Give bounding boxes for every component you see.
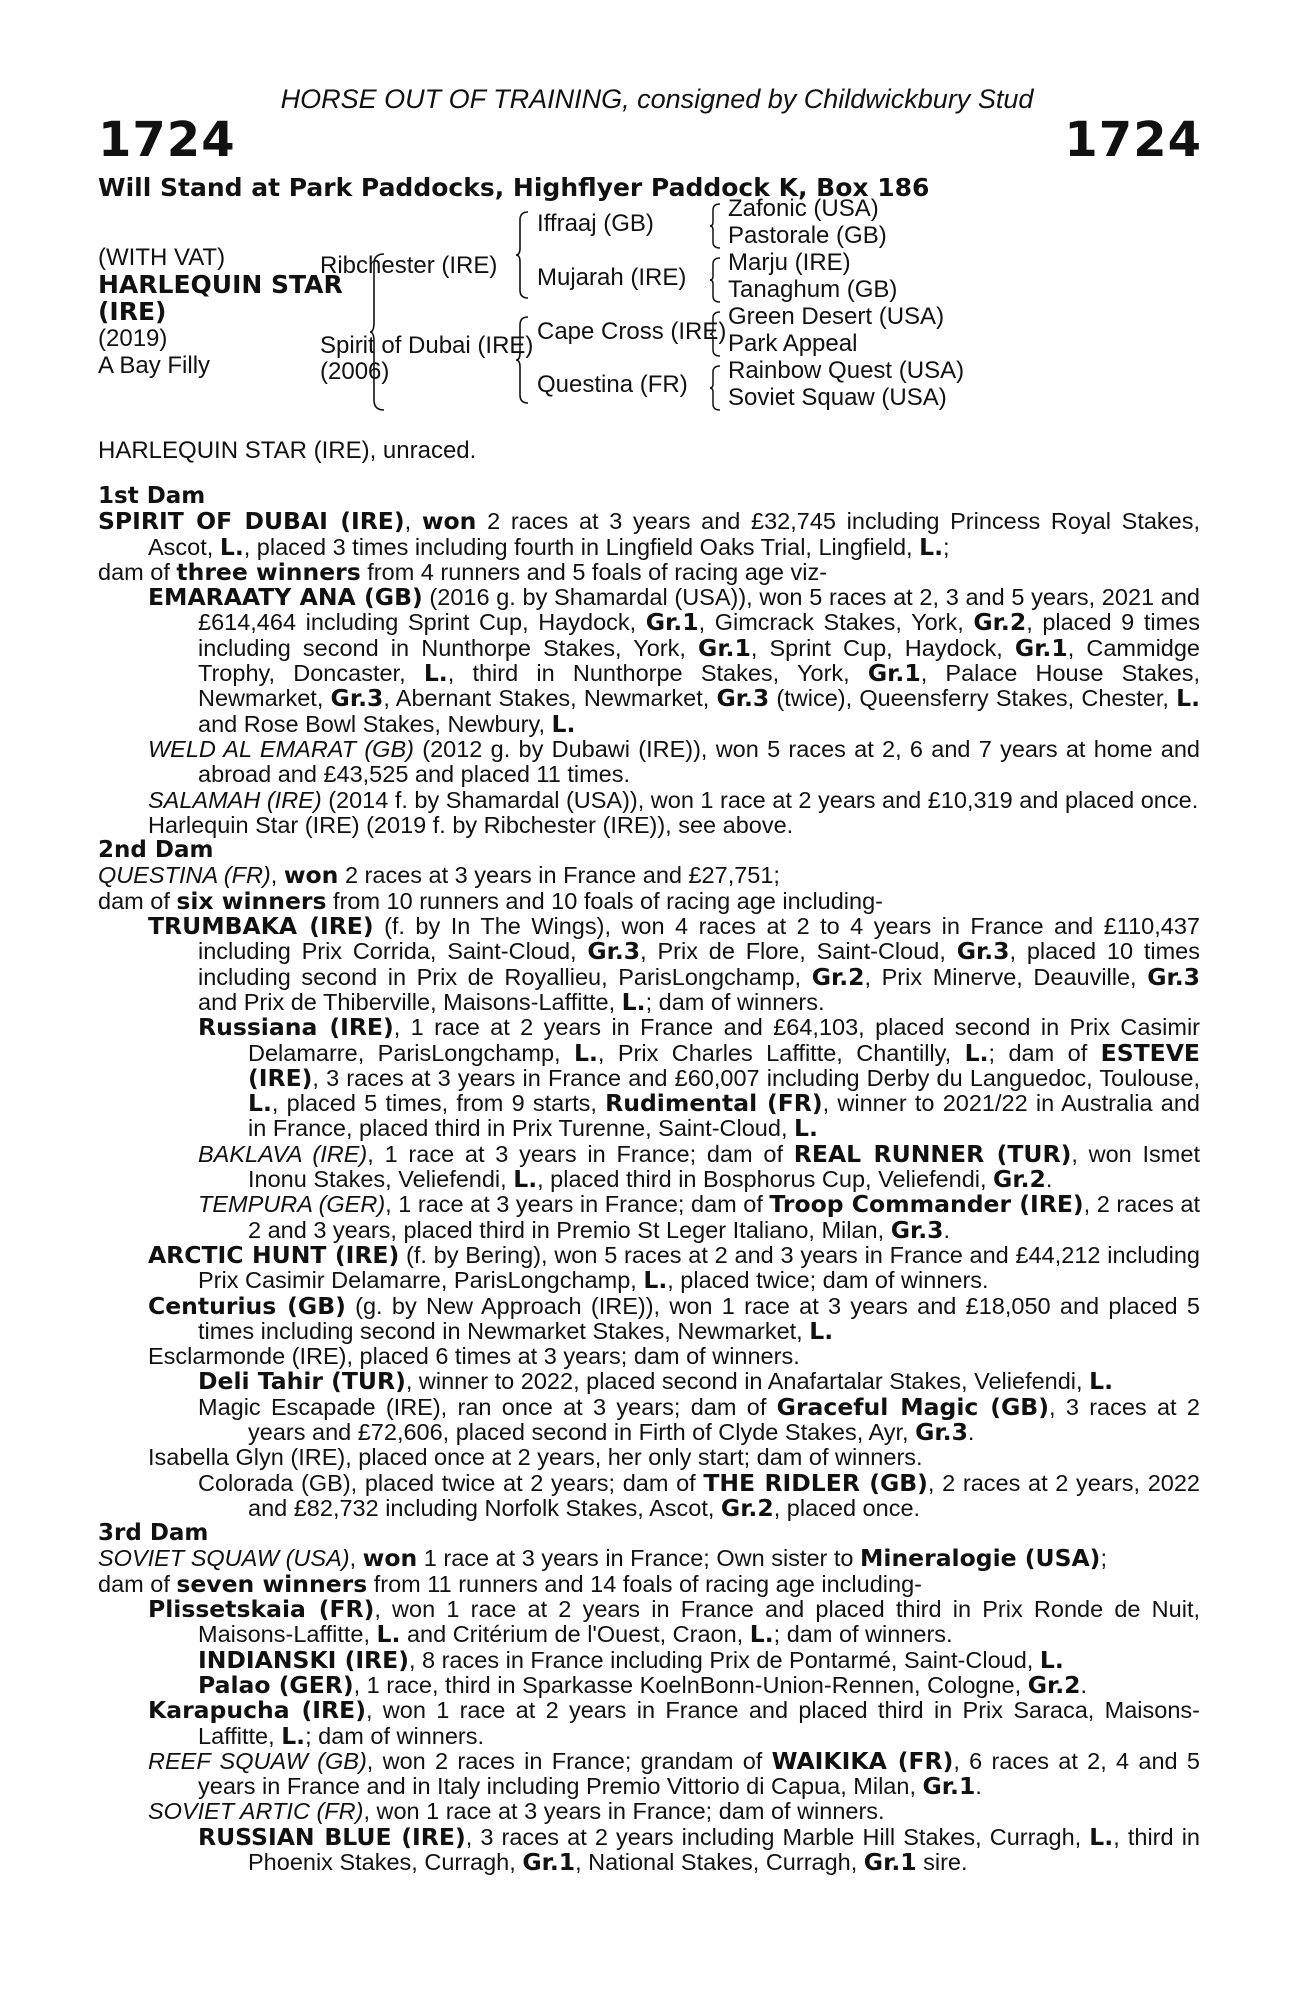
bold-text: Gr.3 bbox=[330, 684, 384, 713]
vat-label: (WITH VAT) bbox=[98, 244, 226, 271]
italic-text: SALAMAH (IRE) bbox=[148, 786, 322, 813]
pedigree-table bbox=[98, 195, 1218, 422]
text-run: , third in Nunthorpe Stakes, York, bbox=[447, 660, 868, 687]
second-dam-produce-summary bbox=[98, 886, 1200, 915]
bold-text: won bbox=[421, 507, 477, 536]
produce-entry bbox=[198, 1192, 1200, 1243]
text-run: Colorada (GB), placed twice at 2 years; dam of bbox=[198, 1469, 704, 1496]
third-dam-heading: 3rd Dam bbox=[98, 1520, 209, 1547]
text-run: ; dam of winners. bbox=[305, 1722, 485, 1749]
dam-sire: Cape Cross (IRE) bbox=[537, 318, 727, 345]
bold-text: L. bbox=[551, 709, 576, 738]
produce-entry bbox=[148, 1597, 1200, 1648]
text-run: (g. by New Approach (IRE)), won 1 race at 3 years and £18,050 and placed 5 times including second in Newmarket Stakes, Newmarket, bbox=[198, 1292, 1200, 1344]
text-run: , won 1 race at 2 years in France and placed third in Prix Ronde de Nuit, Maisons-Laffitte, bbox=[198, 1596, 1200, 1648]
text-run: ; dam of bbox=[988, 1039, 1101, 1066]
italic-text: REEF SQUAW (GB) bbox=[148, 1747, 367, 1774]
bold-text: L. bbox=[919, 532, 943, 561]
bold-text: Gr.2 bbox=[811, 962, 865, 991]
bold-text: Rudimental (FR) bbox=[605, 1089, 823, 1118]
bold-text: won bbox=[283, 861, 339, 890]
text-run: , placed 10 times including second in Prix de Royallieu, ParisLongchamp, bbox=[198, 938, 1200, 990]
text-run: , winner to 2021/22 in Australia and in France, placed third in Prix Turenne, Saint-Cloud, bbox=[248, 1090, 1200, 1142]
text-run: , 1 race, third in Sparkasse KoelnBonn-Union-Rennen, Cologne, bbox=[353, 1671, 1028, 1698]
bold-text: ESTEVE (IRE) bbox=[248, 1038, 1200, 1092]
text-run: sire. bbox=[916, 1849, 968, 1876]
dam-name: Spirit of Dubai (IRE) bbox=[320, 332, 534, 359]
bold-text: REAL RUNNER (TUR) bbox=[793, 1139, 1072, 1168]
produce-entry bbox=[198, 1369, 1200, 1394]
sire-sire-dam: Pastorale (GB) bbox=[728, 222, 887, 249]
text-run: and Rose Bowl Stakes, Newbury, bbox=[198, 710, 552, 737]
dam-dam-sire: Rainbow Quest (USA) bbox=[728, 357, 965, 384]
produce-entry bbox=[198, 1822, 1200, 1877]
bold-text: Karapucha (IRE) bbox=[148, 1696, 366, 1725]
bold-text: EMARAATY ANA (GB) bbox=[148, 583, 423, 612]
text-run: , 1 race at 2 years in France and £64,103, placed second in Prix Casimir Delamarre, ParisLongchamp, bbox=[248, 1014, 1201, 1066]
bold-text: INDIANSKI (IRE) bbox=[198, 1645, 409, 1674]
bold-text: Troop Commander (IRE) bbox=[769, 1190, 1084, 1219]
produce-entry bbox=[198, 1670, 1200, 1699]
produce-entry bbox=[148, 1445, 1200, 1470]
produce-entry bbox=[148, 737, 1200, 788]
text-run: , 1 race at 3 years in France; dam of bbox=[367, 1140, 794, 1167]
pedigree-brace bbox=[516, 210, 530, 300]
text-run: and Critérium de l'Ouest, Craon, bbox=[400, 1621, 750, 1648]
text-run: . bbox=[1080, 1671, 1088, 1698]
bold-text: Gr.3 bbox=[587, 937, 641, 966]
text-run: , bbox=[349, 1545, 363, 1572]
text-run: ; bbox=[1100, 1545, 1107, 1572]
text-run: , Abernant Stakes, Newmarket, bbox=[383, 685, 717, 712]
bold-text: three winners bbox=[176, 557, 361, 586]
italic-text: BAKLAVA (IRE) bbox=[198, 1140, 368, 1167]
bold-text: Gr.3 bbox=[890, 1215, 944, 1244]
text-run: , 6 races at 2, 4 and 5 years in France and in Italy including Premio Vittorio di Capua, Milan, bbox=[198, 1747, 1200, 1800]
text-run: , placed once. bbox=[773, 1494, 921, 1521]
text-run: Isabella Glyn (IRE), placed once at 2 years, her only start; dam of winners. bbox=[148, 1444, 923, 1471]
bold-text: Gr.2 bbox=[973, 608, 1027, 637]
pedigree-brace bbox=[710, 310, 722, 358]
produce-entry bbox=[198, 1392, 1200, 1446]
bold-text: L. bbox=[809, 1316, 834, 1345]
text-run: , placed twice; dam of winners. bbox=[667, 1267, 989, 1294]
text-run: . bbox=[943, 1216, 951, 1243]
third-dam-intro bbox=[98, 1546, 1200, 1571]
bold-text: WAIKIKA (FR) bbox=[771, 1746, 954, 1775]
bold-text: Centurius (GB) bbox=[148, 1291, 346, 1320]
text-run: from 4 runners and 5 foals of racing age viz- bbox=[360, 558, 828, 585]
bold-text: L. bbox=[513, 1165, 538, 1194]
bold-text: L. bbox=[423, 659, 448, 688]
second-dam-produce-list bbox=[98, 914, 1200, 1521]
text-run: dam of bbox=[98, 558, 177, 585]
text-run: from 10 runners and 10 foals of racing age including- bbox=[326, 887, 883, 914]
bold-text: Gr.3 bbox=[956, 937, 1010, 966]
pedigree-brace bbox=[710, 202, 722, 250]
bold-text: L. bbox=[1089, 1367, 1113, 1396]
produce-entry bbox=[148, 1746, 1200, 1801]
sire-dam: Mujarah (IRE) bbox=[537, 264, 687, 291]
text-run: (2016 g. by Shamardal (USA)), won 5 races at 2, 3 and 5 years, 2021 and £614,464 including Sprint Cup, Haydock, bbox=[198, 584, 1200, 636]
text-run: , won 2 races in France; grandam of bbox=[366, 1747, 772, 1774]
produce-entry bbox=[148, 1799, 1200, 1824]
pedigree-brace bbox=[710, 364, 722, 412]
stand-location: Will Stand at Park Paddocks, Highflyer Paddock K, Box 186 bbox=[98, 173, 930, 202]
bold-text: Gr.3 bbox=[915, 1417, 968, 1446]
bold-text: ARCTIC HUNT (IRE) bbox=[148, 1240, 400, 1269]
bold-text: Gr.2 bbox=[720, 1493, 774, 1522]
text-run: , National Stakes, Curragh, bbox=[575, 1849, 864, 1876]
produce-entry bbox=[148, 914, 1200, 1015]
text-run: , placed 3 times including fourth in Lingfield Oaks Trial, Lingfield, bbox=[243, 533, 920, 560]
bold-text: L. bbox=[1176, 684, 1200, 713]
text-run: Esclarmonde (IRE), placed 6 times at 3 years; dam of winners. bbox=[148, 1343, 800, 1370]
text-run: , third in Phoenix Stakes, Curragh, bbox=[248, 1823, 1200, 1876]
dam-dam-dam: Soviet Squaw (USA) bbox=[728, 384, 947, 411]
bold-text: Gr.2 bbox=[993, 1165, 1046, 1194]
bold-text: Gr.2 bbox=[1027, 1670, 1081, 1699]
italic-text: SOVIET SQUAW (USA) bbox=[98, 1545, 350, 1572]
bold-text: Gr.3 bbox=[1147, 962, 1200, 991]
text-run: ; dam of winners. bbox=[645, 988, 825, 1015]
italic-text: TEMPURA (GER) bbox=[198, 1191, 386, 1218]
bold-text: Plissetskaia (FR) bbox=[148, 1595, 375, 1624]
bold-text: Gr.1 bbox=[698, 633, 751, 662]
bold-text: L. bbox=[1089, 1822, 1114, 1851]
bold-text: L. bbox=[281, 1721, 306, 1750]
bold-text: L. bbox=[643, 1266, 668, 1295]
bold-text: L. bbox=[1039, 1645, 1064, 1674]
second-dam-intro bbox=[98, 863, 1200, 888]
produce-entry bbox=[198, 1139, 1200, 1194]
text-run: 2 races at 3 years and £32,745 including Princess Royal Stakes, Ascot, bbox=[148, 508, 1201, 560]
text-run: Magic Escapade (IRE), ran once at 3 years; dam of bbox=[198, 1393, 777, 1420]
dam-dam: Questina (FR) bbox=[537, 371, 688, 398]
second-dam-heading: 2nd Dam bbox=[98, 837, 214, 864]
bold-text: Deli Tahir (TUR) bbox=[198, 1367, 406, 1396]
text-run: from 11 runners and 14 foals of racing age including- bbox=[367, 1570, 922, 1597]
bold-text: L. bbox=[749, 1620, 774, 1649]
text-run: , placed third in Bosphorus Cup, Veliefendi, bbox=[537, 1166, 994, 1193]
text-run: , 3 races at 2 years including Marble Hill Stakes, Curragh, bbox=[465, 1823, 1090, 1850]
sire-name: Ribchester (IRE) bbox=[320, 252, 498, 279]
horse-name-suffix: (IRE) bbox=[98, 297, 167, 326]
text-run: , Sprint Cup, Haydock, bbox=[750, 634, 1015, 661]
lot-number-left: 1724 bbox=[98, 112, 236, 168]
bold-text: Gr.1 bbox=[863, 1848, 917, 1877]
sire-dam-sire: Marju (IRE) bbox=[728, 249, 851, 276]
bold-text: L. bbox=[964, 1038, 989, 1067]
sire-dam-dam: Tanaghum (GB) bbox=[728, 276, 898, 303]
text-run: , 2 races at 2 and 3 years, placed third in Premio St Leger Italiano, Milan, bbox=[248, 1191, 1200, 1243]
text-run: , winner to 2022, placed second in Anafartalar Stakes, Veliefendi, bbox=[405, 1368, 1090, 1395]
first-dam-produce-list bbox=[98, 585, 1200, 838]
text-run: ; dam of winners. bbox=[773, 1621, 953, 1648]
first-dam-heading: 1st Dam bbox=[98, 483, 206, 509]
produce-entry bbox=[198, 1015, 1200, 1141]
text-run: , 2 races at 2 years, 2022 and £82,732 including Norfolk Stakes, Ascot, bbox=[248, 1469, 1200, 1521]
text-run: , Prix Charles Laffitte, Chantilly, bbox=[597, 1039, 965, 1066]
text-run: (f. by Bering), won 5 races at 2 and 3 years in France and £44,212 including Prix Casimir Delamarre, ParisLongchamp, bbox=[198, 1241, 1201, 1294]
third-dam-produce-summary bbox=[98, 1569, 1200, 1598]
bold-text: THE RIDLER (GB) bbox=[703, 1468, 928, 1497]
bold-text: six winners bbox=[176, 886, 327, 915]
bold-text: Gr.3 bbox=[716, 684, 770, 713]
sire-sire-sire: Zafonic (USA) bbox=[728, 195, 879, 222]
text-run: . bbox=[975, 1773, 982, 1800]
dam-year: (2006) bbox=[320, 358, 390, 385]
consignor-line: HORSE OUT OF TRAINING, consigned by Childwickbury Stud bbox=[280, 84, 1034, 114]
text-run: (f. by In The Wings), won 4 races at 2 to 4 years in France and £110,437 including Prix Corrida, Saint-Cloud, bbox=[198, 913, 1200, 965]
horse-name: HARLEQUIN STAR bbox=[98, 270, 343, 299]
bold-text: L. bbox=[573, 1038, 598, 1067]
horse-description: A Bay Filly bbox=[98, 352, 211, 379]
bold-text: Gr.1 bbox=[645, 608, 699, 637]
dam-sire-sire: Green Desert (USA) bbox=[728, 303, 945, 330]
produce-entry bbox=[198, 1468, 1200, 1522]
text-run: , won 1 race at 2 years in France and placed third in Prix Saraca, Maisons-Laffitte, bbox=[198, 1697, 1200, 1749]
bold-text: RUSSIAN BLUE (IRE) bbox=[198, 1822, 466, 1851]
horse-year: (2019) bbox=[98, 325, 168, 352]
bold-text: Russiana (IRE) bbox=[198, 1013, 394, 1042]
produce-entry bbox=[148, 1344, 1200, 1369]
third-dam-produce-list bbox=[98, 1597, 1200, 1875]
bold-text: L. bbox=[376, 1620, 401, 1649]
first-dam-intro bbox=[98, 507, 1201, 561]
bold-text: Gr.1 bbox=[1014, 633, 1068, 662]
text-run: (2014 f. by Shamardal (USA)), won 1 race at 2 years and £10,319 and placed once. bbox=[321, 786, 1199, 813]
text-run: (2012 g. by Dubawi (IRE)), won 5 races at 2, 6 and 7 years at home and abroad and £43,525 and placed 11 times. bbox=[198, 735, 1200, 788]
produce-entry bbox=[148, 585, 1200, 737]
bold-text: seven winners bbox=[176, 1569, 368, 1598]
pedigree-brace bbox=[516, 315, 530, 405]
bold-text: Graceful Magic (GB) bbox=[776, 1392, 1049, 1421]
text-run: , placed 9 times including second in Nunthorpe Stakes, York, bbox=[198, 609, 1200, 661]
bold-text: Palao (GER) bbox=[198, 1670, 354, 1699]
text-run: , won 1 race at 3 years in France; dam of winners. bbox=[363, 1798, 885, 1825]
bold-text: L. bbox=[219, 532, 244, 561]
text-run: , Prix de Flore, Saint-Cloud, bbox=[640, 938, 957, 965]
text-run: dam of bbox=[98, 1570, 177, 1597]
text-run: , bbox=[270, 862, 284, 889]
text-run: , 8 races in France including Prix de Pontarmé, Saint-Cloud, bbox=[408, 1646, 1040, 1673]
bold-text: Gr.1 bbox=[922, 1772, 976, 1801]
text-run: , Prix Minerve, Deauville, bbox=[864, 963, 1148, 990]
bold-text: SPIRIT OF DUBAI (IRE) bbox=[98, 507, 405, 536]
text-run: . bbox=[967, 1418, 975, 1445]
sire-sire: Iffraaj (GB) bbox=[537, 210, 654, 237]
text-run: and Prix de Thiberville, Maisons-Laffitte, bbox=[198, 988, 622, 1015]
italic-text: WELD AL EMARAT (GB) bbox=[148, 735, 414, 762]
produce-entry bbox=[198, 1645, 1200, 1674]
text-run: 2 races at 3 years in France and £27,751; bbox=[338, 862, 780, 889]
bold-text: TRUMBAKA (IRE) bbox=[148, 912, 374, 941]
text-run: ; bbox=[943, 533, 950, 560]
bold-text: Mineralogie (USA) bbox=[860, 1544, 1101, 1573]
pedigree-notes bbox=[98, 484, 1200, 1875]
text-run: . bbox=[1045, 1166, 1053, 1193]
horse-info bbox=[98, 244, 343, 379]
lot-number-right: 1724 bbox=[1064, 112, 1202, 168]
bold-text: Gr.1 bbox=[522, 1848, 576, 1877]
produce-entry bbox=[148, 813, 1200, 838]
bold-text: L. bbox=[621, 987, 646, 1016]
produce-entry bbox=[148, 788, 1200, 813]
dam-sire-dam: Park Appeal bbox=[728, 330, 858, 357]
first-dam-produce-summary bbox=[98, 557, 1200, 586]
italic-text: SOVIET ARTIC (FR) bbox=[148, 1798, 364, 1825]
text-run: , 3 races at 3 years in France and £60,007 including Derby du Languedoc, Toulouse, bbox=[312, 1064, 1200, 1091]
text-run: , won Ismet Inonu Stakes, Veliefendi, bbox=[248, 1140, 1200, 1193]
pedigree-brace bbox=[710, 256, 722, 304]
racing-record: HARLEQUIN STAR (IRE), unraced. bbox=[98, 437, 477, 464]
bold-text: won bbox=[362, 1544, 418, 1573]
produce-entry bbox=[148, 1291, 1200, 1345]
text-run: 1 race at 3 years in France; Own sister to bbox=[417, 1545, 860, 1572]
bold-text: L. bbox=[248, 1089, 272, 1118]
text-run: dam of bbox=[98, 887, 177, 914]
text-run: (twice), Queensferry Stakes, Chester, bbox=[769, 685, 1177, 712]
text-run: , placed 5 times, from 9 starts, bbox=[271, 1090, 606, 1117]
produce-entry bbox=[148, 1240, 1201, 1295]
bold-text: Gr.1 bbox=[867, 659, 921, 688]
text-run: , 3 races at 2 years and £72,606, placed second in Firth of Clyde Stakes, Ayr, bbox=[248, 1393, 1200, 1445]
produce-entry bbox=[148, 1698, 1200, 1749]
text-run: , Cammidge Trophy, Doncaster, bbox=[198, 634, 1201, 687]
text-run: , 1 race at 3 years in France; dam of bbox=[385, 1191, 770, 1218]
text-run: , Gimcrack Stakes, York, bbox=[698, 609, 974, 636]
text-run: , bbox=[404, 508, 422, 535]
text-run: Harlequin Star (IRE) (2019 f. by Ribchester (IRE)), see above. bbox=[148, 811, 794, 838]
italic-text: QUESTINA (FR) bbox=[98, 862, 271, 889]
text-run: , Palace House Stakes, Newmarket, bbox=[198, 660, 1200, 712]
bold-text: L. bbox=[794, 1114, 818, 1143]
